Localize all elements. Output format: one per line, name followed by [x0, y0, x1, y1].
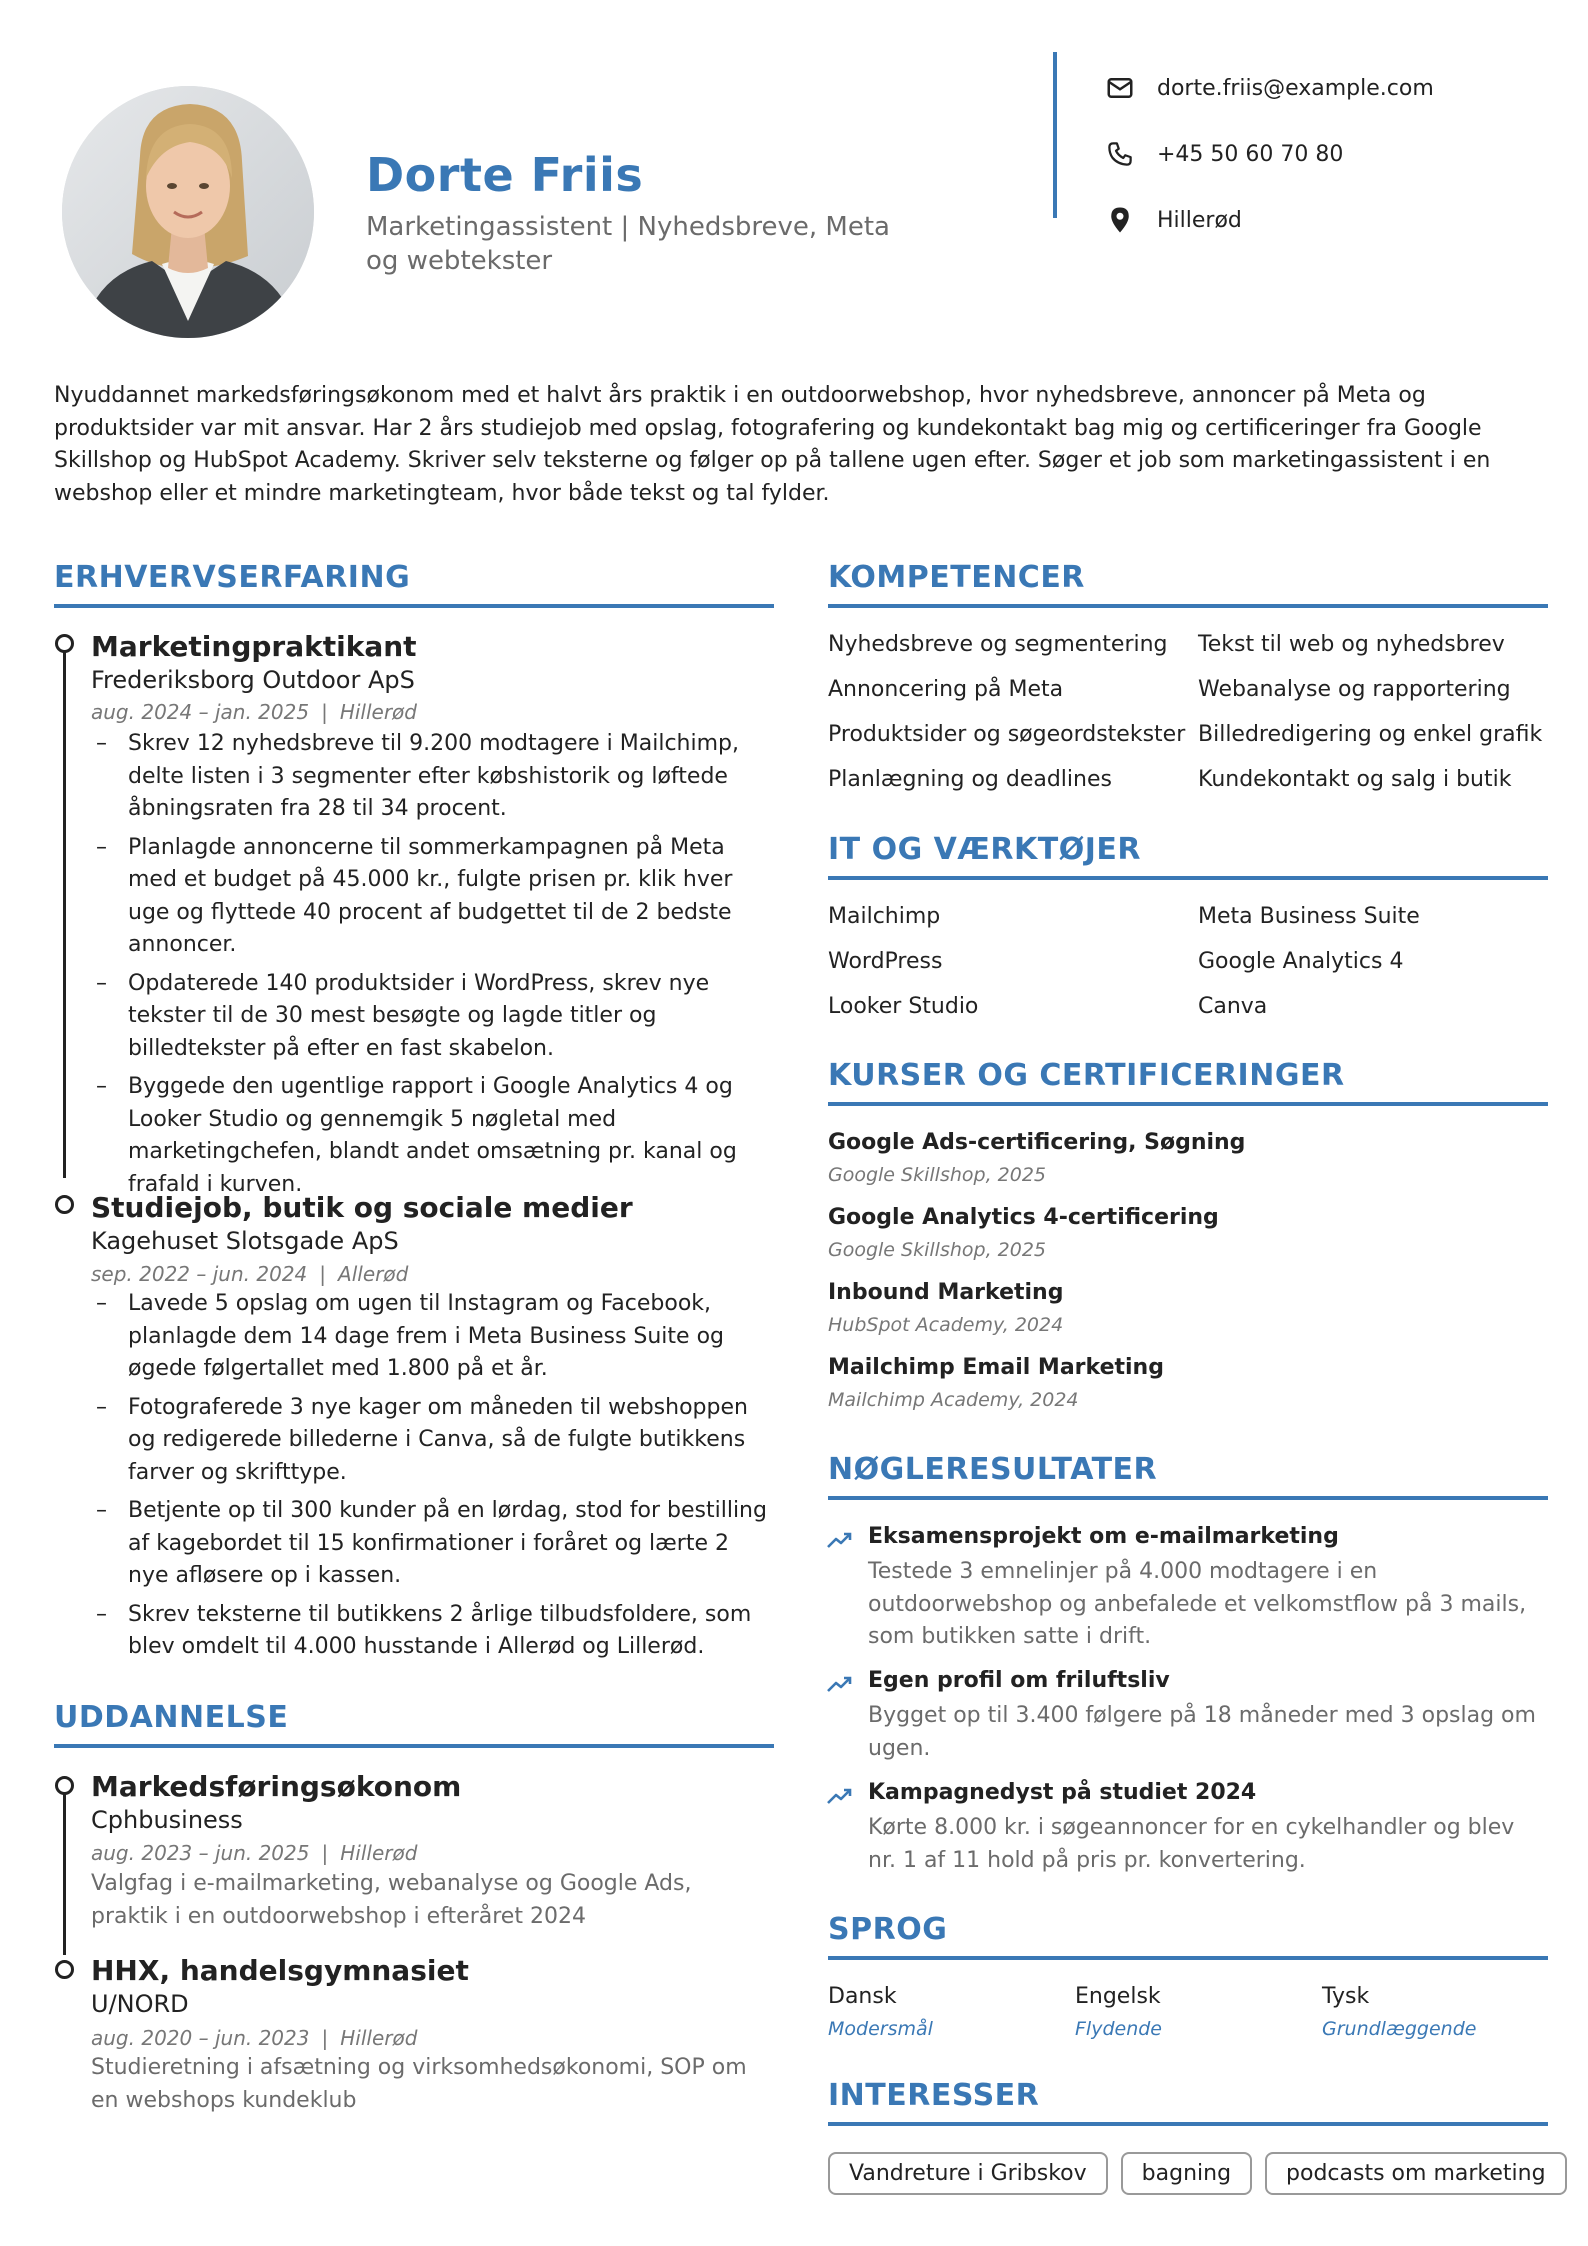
language-level: Modersmål	[828, 2018, 933, 2040]
contact-email[interactable]	[1105, 68, 1434, 108]
education-rule	[54, 1744, 774, 1748]
skill-item: Nyhedsbreve og segmentering	[828, 632, 1168, 657]
interest-tag: Vandreture i Gribskov	[828, 2152, 1108, 2195]
contact-phone-text: +45 50 60 70 80	[1157, 141, 1344, 167]
skill-item: Annoncering på Meta	[828, 677, 1064, 702]
tool-item: Meta Business Suite	[1198, 904, 1420, 929]
job-bullet: – Lavede 5 opslag om ugen til Instagram og Facebook, planlagde dem 14 dage frem i Meta Business Suite og øgede følgertallet med 1.800 på et år.	[94, 1288, 774, 1386]
skill-item: Planlægning og deadlines	[828, 767, 1112, 792]
interests-rule	[828, 2122, 1548, 2126]
skill-item: Kundekontakt og salg i butik	[1198, 767, 1512, 792]
job-meta: aug. 2024 – jan. 2025 | Hillerød	[91, 700, 417, 724]
timeline-dot	[55, 1960, 74, 1979]
tool-item: Canva	[1198, 994, 1268, 1019]
education-timeline	[63, 1790, 66, 1955]
job-dates: aug. 2024 – jan. 2025	[91, 700, 310, 724]
job-organization: Frederiksborg Outdoor ApS	[91, 666, 415, 694]
tools-heading: IT OG VÆRKTØJER	[828, 832, 1141, 867]
skill-item: Tekst til web og nyhedsbrev	[1198, 632, 1505, 657]
languages-rule	[828, 1956, 1548, 1960]
job-location: Hillerød	[339, 700, 417, 724]
skills-rule	[828, 604, 1548, 608]
courses-heading: KURSER OG CERTIFICERINGER	[828, 1058, 1345, 1093]
job-bullet: – Byggede den ugentlige rapport i Google Analytics 4 og Looker Studio og gennemgik 5 nøgletal med marketingchefen, blandt andet omsætning pr. kanal og frafald i kurven.	[94, 1071, 774, 1201]
contact-block	[1053, 52, 1537, 233]
course-provider: Google Skillshop, 2025	[828, 1239, 1046, 1261]
experience-heading: ERHVERVSERFARING	[54, 560, 411, 595]
timeline-dot	[55, 1195, 74, 1214]
job-title: Marketingpraktikant	[91, 630, 417, 663]
result-title: Eksamensprojekt om e-mailmarketing	[868, 1524, 1339, 1549]
skills-heading: KOMPETENCER	[828, 560, 1085, 595]
courses-rule	[828, 1102, 1548, 1106]
education-dates: aug. 2023 – jun. 2025	[91, 1841, 310, 1865]
job-dates: sep. 2022 – jun. 2024	[91, 1262, 308, 1286]
job-bullets	[94, 1288, 774, 1670]
job-bullet: – Planlagde annoncerne til sommerkampagnen på Meta med et budget på 45.000 kr., fulgte prisen pr. klik hver uge og flyttede 40 procent af budgettet til de 2 bedste annoncer.	[94, 832, 774, 962]
experience-timeline	[63, 648, 66, 1178]
trend-up-icon	[826, 1530, 854, 1550]
contact-location	[1105, 200, 1242, 240]
result-description: Kørte 8.000 kr. i søgeannoncer for en cykelhandler og blev nr. 1 af 11 hold på pris pr. konvertering.	[868, 1815, 1515, 1873]
job-location: Allerød	[338, 1262, 409, 1286]
skill-item: Produktsider og søgeordstekster	[828, 722, 1186, 747]
interest-tag: podcasts om marketing	[1265, 2152, 1567, 2195]
results-heading: NØGLERESULTATER	[828, 1452, 1158, 1487]
candidate-headline: Marketingassistent | Nyhedsbreve, Meta og webtekster	[366, 212, 890, 276]
course-provider: Google Skillshop, 2025	[828, 1164, 1046, 1186]
job-bullet: – Fotograferede 3 nye kager om måneden til webshoppen og redigerede billederne i Canva, så de fulgte butikkens farver og skrifttype.	[94, 1392, 774, 1490]
course-name: Inbound Marketing	[828, 1280, 1064, 1305]
trend-up-icon	[826, 1674, 854, 1694]
result-title: Kampagnedyst på studiet 2024	[868, 1780, 1257, 1805]
result-description: Bygget op til 3.400 følgere på 18 måneder med 3 opslag om ugen.	[868, 1703, 1536, 1761]
job-title: Studiejob, butik og sociale medier	[91, 1191, 633, 1224]
education-description: Studieretning i afsætning og virksomhedsøkonomi, SOP om en webshops kundeklub	[91, 2055, 747, 2113]
education-meta: aug. 2023 – jun. 2025 | Hillerød	[91, 1841, 418, 1865]
result-description: Testede 3 emnelinjer på 4.000 modtagere i en outdoorwebshop og anbefalede et velkomstflow på 3 mails, som butikken satte i drift.	[868, 1559, 1527, 1649]
education-location: Hillerød	[340, 2026, 418, 2050]
interests-heading: INTERESSER	[828, 2078, 1040, 2113]
interest-tag: bagning	[1121, 2152, 1252, 2195]
candidate-name: Dorte Friis	[366, 148, 644, 202]
education-school: Cphbusiness	[91, 1806, 243, 1834]
course-name: Mailchimp Email Marketing	[828, 1355, 1164, 1380]
education-location: Hillerød	[340, 1841, 418, 1865]
profile-photo	[62, 86, 314, 338]
tool-item: Looker Studio	[828, 994, 979, 1019]
education-school: U/NORD	[91, 1990, 189, 2018]
job-organization: Kagehuset Slotsgade ApS	[91, 1227, 399, 1255]
job-bullets	[94, 728, 774, 1207]
trend-up-icon	[826, 1786, 854, 1806]
language-level: Grundlæggende	[1322, 2018, 1477, 2040]
job-bullet: – Skrev 12 nyhedsbreve til 9.200 modtagere i Mailchimp, delte listen i 3 segmenter efter købshistorik og løftede åbningsraten fra 28 til 34 procent.	[94, 728, 774, 826]
education-description: Valgfag i e-mailmarketing, webanalyse og Google Ads, praktik i en outdoorwebshop i efteråret 2024	[91, 1871, 692, 1929]
education-meta: aug. 2020 – jun. 2023 | Hillerød	[91, 2026, 418, 2050]
location-pin-icon	[1105, 205, 1135, 235]
course-name: Google Ads-certificering, Søgning	[828, 1130, 1246, 1155]
language-name: Tysk	[1322, 1984, 1370, 2009]
timeline-dot	[55, 1776, 74, 1795]
language-name: Engelsk	[1075, 1984, 1161, 2009]
job-bullet: – Betjente op til 300 kunder på en lørdag, stod for bestilling af kagebordet til 15 konfirmationer i foråret og lærte 2 nye afløsere op i kassen.	[94, 1495, 774, 1593]
job-meta: sep. 2022 – jun. 2024 | Allerød	[91, 1262, 409, 1286]
tool-item: Mailchimp	[828, 904, 941, 929]
course-provider: Mailchimp Academy, 2024	[828, 1389, 1079, 1411]
education-title: Markedsføringsøkonom	[91, 1770, 462, 1803]
mail-icon	[1105, 73, 1135, 103]
course-name: Google Analytics 4-certificering	[828, 1205, 1219, 1230]
education-dates: aug. 2020 – jun. 2023	[91, 2026, 310, 2050]
education-title: HHX, handelsgymnasiet	[91, 1954, 469, 1987]
job-bullet: – Skrev teksterne til butikkens 2 årlige tilbudsfoldere, som blev omdelt til 4.000 husstande i Allerød og Lillerød.	[94, 1599, 774, 1664]
tools-rule	[828, 876, 1548, 880]
language-name: Dansk	[828, 1984, 897, 2009]
experience-rule	[54, 604, 774, 608]
skill-item: Billedredigering og enkel grafik	[1198, 722, 1543, 747]
tool-item: WordPress	[828, 949, 943, 974]
education-heading: UDDANNELSE	[54, 1700, 289, 1735]
timeline-dot	[55, 634, 74, 653]
contact-location-text: Hillerød	[1157, 207, 1242, 233]
job-bullet: – Opdaterede 140 produktsider i WordPress, skrev nye tekster til de 30 mest besøgte og lagde titler og billedtekster på efter en fast skabelon.	[94, 968, 774, 1066]
profile-summary: Nyuddannet markedsføringsøkonom med et halvt års praktik i en outdoorwebshop, hvor nyhedsbreve, annoncer på Meta og produktsider var mit ansvar. Har 2 års studiejob med opslag, fotografering og kundekontakt bag mig og certificeringer fra Google Skillshop og HubSpot Academy. Skriver selv teksterne og følger op på tallene ugen efter. Søger et job som marketingassistent i en webshop eller et mindre marketingteam, hvor både tekst og tal fylder.	[54, 383, 1491, 506]
results-rule	[828, 1496, 1548, 1500]
phone-icon	[1105, 139, 1135, 169]
language-level: Flydende	[1075, 2018, 1162, 2040]
languages-heading: SPROG	[828, 1912, 948, 1947]
course-provider: HubSpot Academy, 2024	[828, 1314, 1064, 1336]
interest-tags	[828, 2152, 1567, 2195]
contact-phone[interactable]	[1105, 134, 1343, 174]
tool-item: Google Analytics 4	[1198, 949, 1404, 974]
contact-email-text: dorte.friis@example.com	[1157, 75, 1434, 101]
result-title: Egen profil om friluftsliv	[868, 1668, 1170, 1693]
skill-item: Webanalyse og rapportering	[1198, 677, 1511, 702]
